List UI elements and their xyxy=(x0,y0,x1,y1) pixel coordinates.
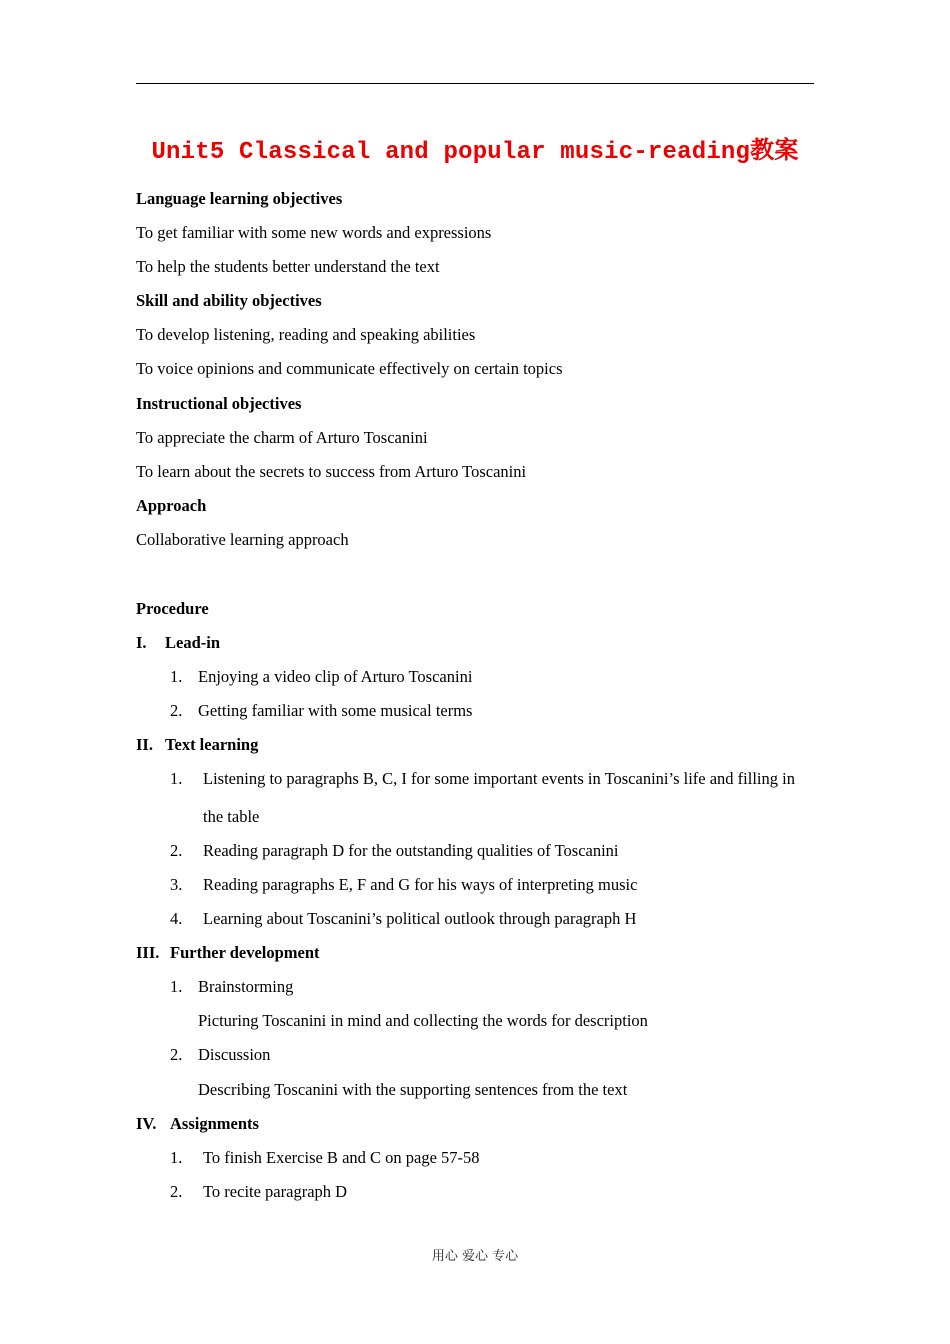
section-numeral: I. xyxy=(136,633,147,652)
item-number: 1. xyxy=(170,667,183,686)
item-text: Learning about Toscanini’s political outlook through paragraph H xyxy=(203,909,637,928)
list-item-detail: Describing Toscanini with the supporting sentences from the text xyxy=(198,1080,628,1099)
section-numeral: II. xyxy=(136,735,153,754)
list-item xyxy=(170,977,293,997)
list-item xyxy=(170,841,619,861)
list-item-continuation: the table xyxy=(203,807,260,826)
language-objectives-heading: Language learning objectives xyxy=(136,189,343,208)
list-item xyxy=(170,667,472,687)
page-footer: 用心 爱心 专心 xyxy=(431,1249,519,1264)
item-number: 2. xyxy=(170,1045,183,1064)
section-heading xyxy=(136,735,258,755)
document-title xyxy=(136,134,814,169)
list-item xyxy=(170,1148,480,1168)
approach-item: Collaborative learning approach xyxy=(136,530,349,549)
item-text: Reading paragraph D for the outstanding qualities of Toscanini xyxy=(203,841,619,860)
objective-item: To get familiar with some new words and expressions xyxy=(136,223,492,242)
item-number: 3. xyxy=(170,875,183,894)
section-numeral: IV. xyxy=(136,1114,157,1133)
title-cn: 教案 xyxy=(750,136,799,164)
procedure-heading: Procedure xyxy=(136,599,209,618)
section-numeral: III. xyxy=(136,943,160,962)
section-title: Further development xyxy=(170,943,320,962)
item-number: 1. xyxy=(170,1148,183,1167)
objective-item: To help the students better understand the text xyxy=(136,257,440,276)
list-item xyxy=(170,1182,347,1202)
objective-item: To develop listening, reading and speaking abilities xyxy=(136,325,476,344)
instructional-objectives-heading: Instructional objectives xyxy=(136,394,302,413)
section-title: Text learning xyxy=(165,735,259,754)
item-text: Discussion xyxy=(198,1045,271,1064)
item-text: Brainstorming xyxy=(198,977,294,996)
list-item xyxy=(170,769,795,789)
section-heading xyxy=(136,633,220,653)
item-text: Listening to paragraphs B, C, I for some important events in Toscanini’s life and filling in xyxy=(203,769,795,788)
section-title: Lead-in xyxy=(165,633,221,652)
list-item xyxy=(170,701,472,721)
section-title: Assignments xyxy=(170,1114,259,1133)
header-rule xyxy=(136,83,814,84)
item-text: Enjoying a video clip of Arturo Toscanini xyxy=(198,667,473,686)
approach-heading: Approach xyxy=(136,496,207,515)
objective-item: To learn about the secrets to success from Arturo Toscanini xyxy=(136,462,527,481)
skill-objectives-heading: Skill and ability objectives xyxy=(136,291,322,310)
item-text: Getting familiar with some musical terms xyxy=(198,701,473,720)
item-text: Reading paragraphs E, F and G for his ways of interpreting music xyxy=(203,875,638,894)
objective-item: To voice opinions and communicate effectively on certain topics xyxy=(136,359,563,378)
item-number: 2. xyxy=(170,841,183,860)
title-text: Unit5 Classical and popular music-reading xyxy=(151,139,751,166)
item-number: 4. xyxy=(170,909,183,928)
item-number: 2. xyxy=(170,701,183,720)
section-heading xyxy=(136,1114,259,1134)
section-heading xyxy=(136,943,320,963)
objective-item: To appreciate the charm of Arturo Toscanini xyxy=(136,428,428,447)
list-item xyxy=(170,909,636,929)
item-number: 1. xyxy=(170,977,183,996)
list-item xyxy=(170,1045,270,1065)
list-item xyxy=(170,875,637,895)
item-text: To finish Exercise B and C on page 57-58 xyxy=(203,1148,480,1167)
item-number: 2. xyxy=(170,1182,183,1201)
item-text: To recite paragraph D xyxy=(203,1182,348,1201)
item-number: 1. xyxy=(170,769,183,788)
list-item-detail: Picturing Toscanini in mind and collecting the words for description xyxy=(198,1011,648,1030)
